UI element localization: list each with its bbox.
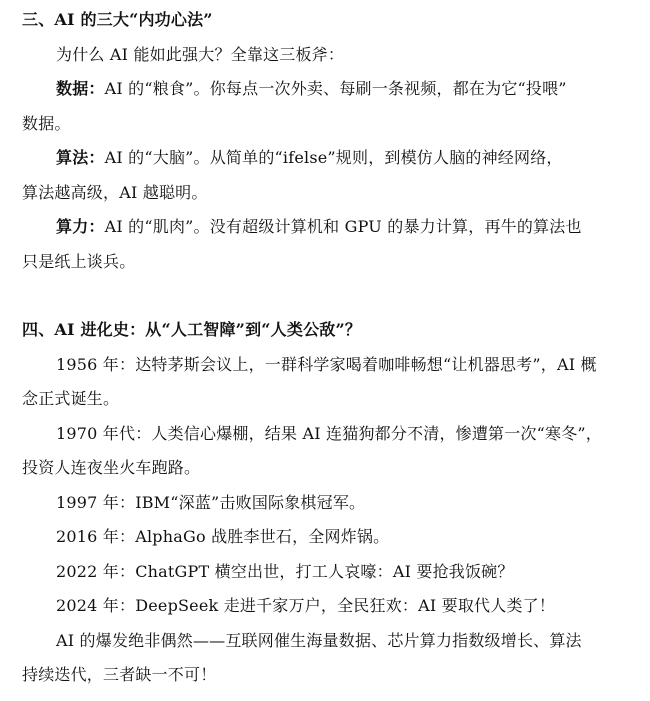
algorithm-label: 算法：	[56, 148, 105, 167]
data-text: AI 的“粮食”。你每点一次外卖、每刷一条视频，都在为它“投喂”	[104, 79, 567, 98]
compute-text: AI 的“肌肉”。没有超级计算机和 GPU 的暴力计算，再牛的算法也	[104, 217, 582, 236]
section-3-heading: 三、AI 的三大“内功心法”	[22, 10, 213, 29]
summary-line-2: 持续迭代，三者缺一不可！	[22, 665, 217, 684]
compute-paragraph-line-1	[22, 210, 634, 245]
data-label: 数据：	[56, 79, 105, 98]
section-4-heading: 四、AI 进化史：从“人工智障”到“人类公敌”？	[22, 320, 362, 339]
document-body	[22, 0, 634, 693]
data-paragraph-line-2: 数据。	[22, 113, 71, 133]
algorithm-paragraph-line-1	[22, 141, 634, 176]
section-spacer	[22, 279, 634, 313]
algorithm-text: AI 的“大脑”。从简单的“ifelse”规则，到模仿人脑的神经网络，	[104, 148, 563, 167]
summary-line-1: AI 的爆发绝非偶然——互联网催生海量数据、芯片算力指数级增长、算法	[56, 630, 582, 650]
event-1997: 1997 年：IBM“深蓝”击败国际象棋冠军。	[56, 492, 366, 512]
event-2024: 2024 年：DeepSeek 走进千家万户，全民狂欢：AI 要取代人类了！	[56, 596, 556, 615]
compute-paragraph-line-2: 只是纸上谈兵。	[22, 251, 136, 271]
event-1956-line-2: 念正式诞生。	[22, 389, 120, 408]
section-3-intro: 为什么 AI 能如此强大？全靠这三板斧：	[56, 44, 345, 64]
event-1956-line-1: 1956 年：达特茅斯会议上，一群科学家喝着咖啡畅想“让机器思考”，AI 概	[56, 354, 597, 374]
event-2016: 2016 年：AlphaGo 战胜李世石，全网炸锅。	[56, 527, 390, 546]
event-2022: 2022 年：ChatGPT 横空出世，打工人哀嚎：AI 要抢我饭碗？	[56, 561, 514, 581]
compute-label: 算力：	[56, 217, 105, 236]
event-1970s-line-2: 投资人连夜坐火车跑路。	[22, 458, 201, 477]
data-paragraph-line-1	[22, 72, 634, 107]
algorithm-paragraph-line-2: 算法越高级，AI 越聪明。	[22, 182, 208, 202]
event-1970s-line-1: 1970 年代：人类信心爆棚，结果 AI 连猫狗都分不清，惨遭第一次“寒冬”，	[56, 423, 603, 443]
